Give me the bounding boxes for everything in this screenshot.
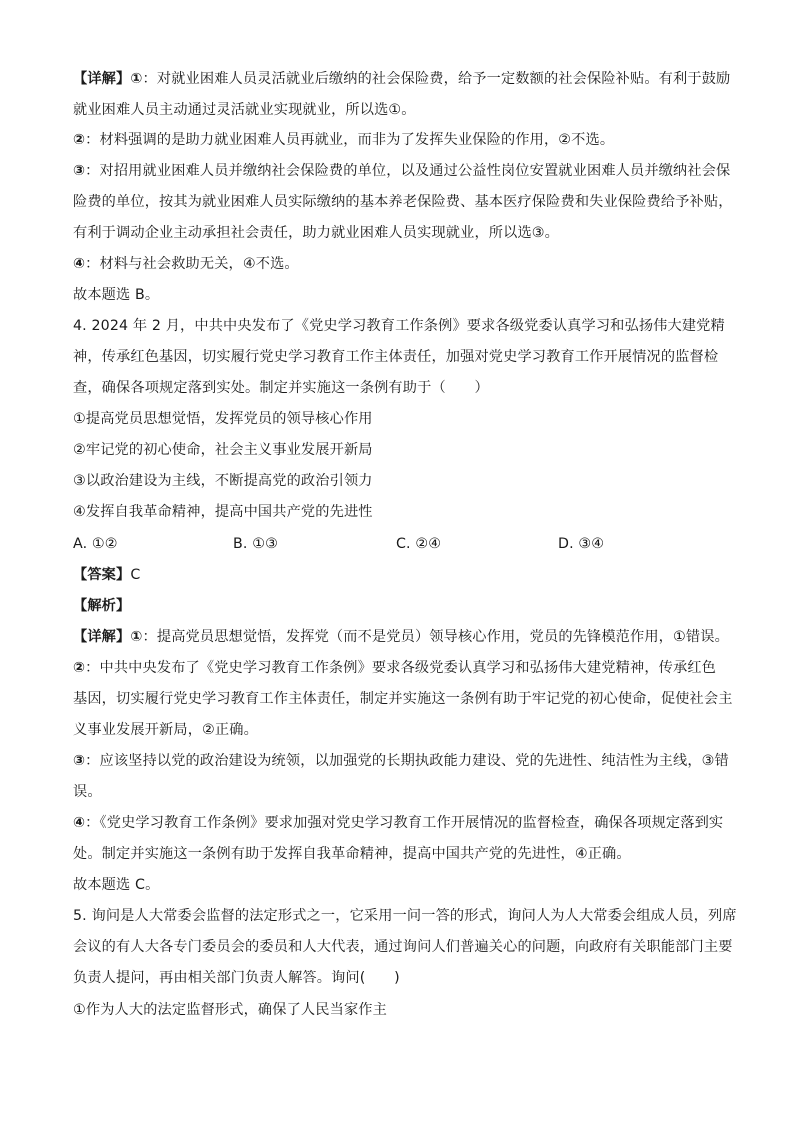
question-line [73, 968, 400, 988]
line-text: 5. 询问是人大常委会监督的法定形式之一，它采用一问一答的形式，询问人为人大常委会组成人员，列席 [73, 908, 737, 924]
statement-line [73, 471, 373, 491]
text-line [73, 254, 299, 274]
text-line [73, 875, 159, 895]
text-line [73, 813, 723, 833]
statement-line [73, 502, 373, 522]
line-text: ：中共中央发布了《党史学习教育工作条例》要求各级党委认真学习和弘扬伟大建党精神，传承红色 [85, 660, 717, 676]
line-text: ：《党史学习教育工作条例》要求加强对党史学习教育工作开展情况的监督检查，确保各项规定落到实 [85, 815, 724, 831]
question-line [73, 316, 725, 336]
statement-line [73, 440, 373, 460]
section-tag: 【解析】 [73, 598, 131, 614]
line-text: 有利于调动企业主动承担社会责任，助力就业困难人员实现就业，所以选③。 [73, 225, 560, 241]
option-b: B. ①③ [233, 536, 278, 552]
item-marker: ① [130, 629, 143, 645]
line-text: 负责人提问，再由相关部门负责人解答。询问( ) [73, 970, 400, 986]
line-text: 故本题选 C。 [73, 877, 160, 893]
line-text: 义事业发展开新局，②正确。 [73, 722, 258, 738]
line-text: ：材料与社会救助无关，④不选。 [85, 256, 299, 272]
item-marker: ④ [73, 815, 86, 831]
text-line [73, 627, 729, 647]
question-line [73, 906, 737, 926]
line-text: 基因，切实履行党史学习教育工作主体责任，制定并实施这一条例有助于牢记党的初心使命，促使社会主 [73, 691, 733, 707]
text-line [73, 161, 730, 181]
option-d: D. ③④ [558, 536, 605, 552]
text-line [73, 720, 258, 740]
line-text: 就业困难人员主动通过灵活就业实现就业，所以选①。 [73, 102, 416, 118]
answer-options [73, 534, 723, 554]
text-line [73, 658, 716, 678]
section-tag: 【详解】 [73, 71, 131, 87]
line-text: 误。 [73, 784, 102, 800]
line-text: ②牢记党的初心使命，社会主义事业发展开新局 [73, 442, 373, 458]
text-line [73, 751, 729, 771]
option-c: C. ②④ [396, 536, 442, 552]
line-text: ①提高党员思想觉悟，发挥党员的领导核心作用 [73, 411, 373, 427]
line-text: ③以政治建设为主线，不断提高党的政治引领力 [73, 473, 373, 489]
line-text: 会议的有人大各专门委员会的委员和人大代表，通过询问人们普遍关心的问题，向政府有关职能部门主要 [73, 939, 733, 955]
line-text: 神，传承红色基因，切实履行党史学习教育工作主体责任，加强对党史学习教育工作开展情况的监督检 [73, 349, 719, 365]
section-tag: 【答案】 [73, 567, 131, 583]
line-text: ：对就业困难人员灵活就业后缴纳的社会保险费，给予一定数额的社会保险补贴。有利于鼓励 [142, 71, 731, 87]
question-line [73, 937, 733, 957]
line-text: ①作为人大的法定监督形式，确保了人民当家作主 [73, 1002, 387, 1018]
line-text: 险费的单位，按其为就业困难人员实际缴纳的基本养老保险费、基本医疗保险费和失业保险费给予补贴， [73, 194, 733, 210]
item-marker: ① [130, 71, 143, 87]
statement-line [73, 1000, 387, 1020]
text-line [73, 782, 102, 802]
line-text: ④发挥自我革命精神，提高中国共产党的先进性 [73, 504, 373, 520]
answer-line [73, 565, 140, 585]
question-line [73, 378, 489, 398]
line-text: 故本题选 B。 [73, 287, 160, 303]
line-text: 查，确保各项规定落到实处。制定并实施这一条例有助于（ ） [73, 380, 489, 396]
item-marker: ③ [73, 163, 86, 179]
option-a: A. ①② [73, 536, 118, 552]
analysis-heading [73, 596, 130, 616]
text-line [73, 192, 733, 212]
text-line [73, 223, 559, 243]
text-line [73, 285, 159, 305]
line-text: ：材料强调的是助力就业困难人员再就业，而非为了发挥失业保险的作用，②不选。 [85, 132, 615, 148]
line-text: ：提高党员思想觉悟，发挥党（而不是党员）领导核心作用，党员的先锋模范作用，①错误。 [142, 629, 729, 645]
text-line [73, 130, 614, 150]
item-marker: ② [73, 660, 86, 676]
line-text: ：应该坚持以党的政治建设为统领，以加强党的长期执政能力建设、党的先进性、纯洁性为主线，③错 [85, 753, 729, 769]
statement-line [73, 409, 373, 429]
question-line [73, 347, 718, 367]
item-marker: ③ [73, 753, 86, 769]
line-text: 处。制定并实施这一条例有助于发挥自我革命精神，提高中国共产党的先进性，④正确。 [73, 846, 631, 862]
line-text: C [130, 567, 141, 583]
line-text: ：对招用就业困难人员并缴纳社会保险费的单位，以及通过公益性岗位安置就业困难人员并缴纳社会保 [85, 163, 731, 179]
item-marker: ④ [73, 256, 86, 272]
text-line [73, 100, 416, 120]
line-text: 4. 2024 年 2 月，中共中央发布了《党史学习教育工作条例》要求各级党委认真学习和弘扬伟大建党精 [73, 318, 725, 334]
text-line [73, 844, 631, 864]
section-tag: 【详解】 [73, 629, 131, 645]
item-marker: ② [73, 132, 86, 148]
text-line [73, 689, 733, 709]
text-line [73, 69, 730, 89]
